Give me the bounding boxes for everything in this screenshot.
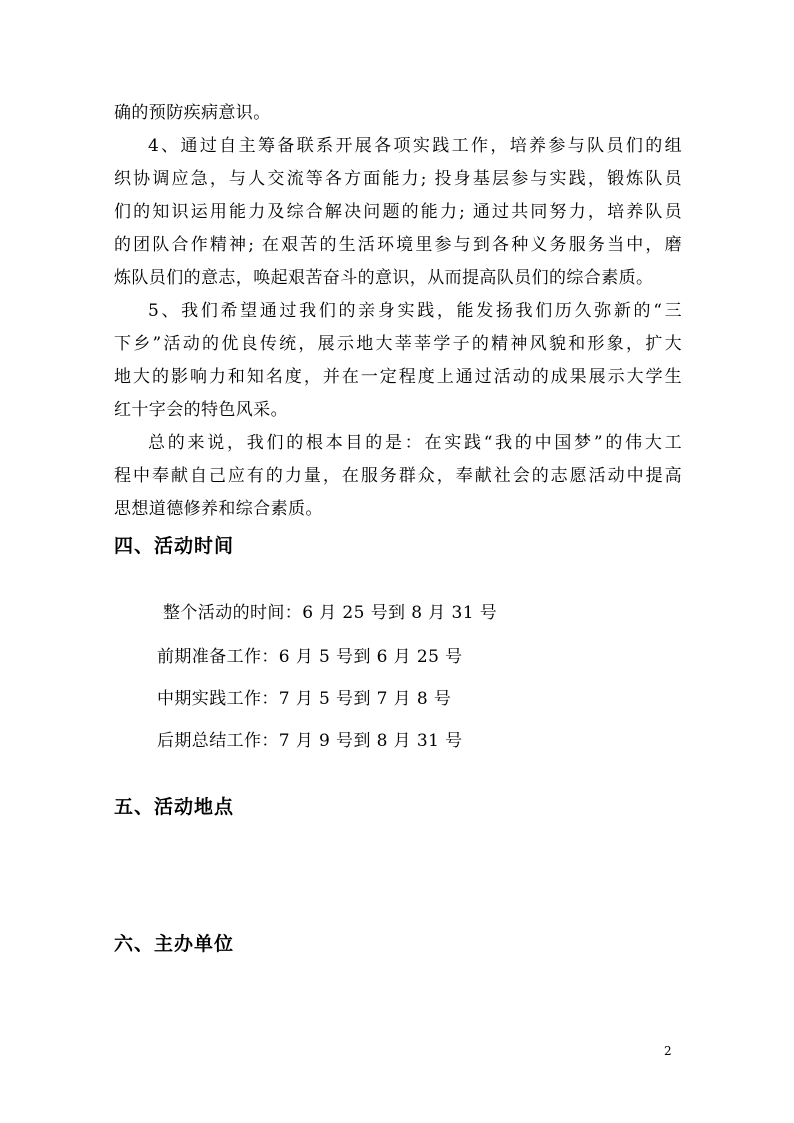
paragraph-item-5 bbox=[114, 295, 682, 427]
paragraph-continuation bbox=[114, 97, 682, 130]
text-line: 5、我们希望通过我们的亲身实践，能发扬我们历久弥新的“三 bbox=[148, 301, 682, 321]
paragraph-item-4 bbox=[114, 130, 682, 295]
text-line: 程中奉献自己应有的力量，在服务群众，奉献社会的志愿活动中提高 bbox=[114, 466, 682, 486]
section-heading-time: 四、活动时间 bbox=[114, 535, 235, 557]
text-line: 们的知识运用能力及综合解决问题的能力; 通过共同努力，培养队员 bbox=[114, 202, 682, 222]
text-line: 的团队合作精神; 在艰苦的生活环境里参与到各种义务服务当中，磨 bbox=[114, 235, 682, 255]
text-line: 炼队员们的意志，唤起艰苦奋斗的意识，从而提高队员们的综合素质。 bbox=[114, 268, 654, 288]
schedule-prep: 前期准备工作：6 月 5 号到 6 月 25 号 bbox=[157, 647, 463, 667]
section-heading-organizer: 六、主办单位 bbox=[114, 933, 235, 955]
schedule-overall: 整个活动的时间：6 月 25 号到 8 月 31 号 bbox=[163, 603, 498, 623]
text-line: 红十字会的特色风采。 bbox=[114, 400, 288, 420]
paragraph-summary bbox=[114, 427, 682, 526]
section-heading-location: 五、活动地点 bbox=[114, 796, 235, 818]
text-line: 思想道德修养和综合素质。 bbox=[114, 499, 323, 519]
text-line: 总的来说，我们的根本目的是：在实践“我的中国梦”的伟大工 bbox=[148, 433, 682, 453]
text-line: 确的预防疾病意识。 bbox=[114, 103, 271, 123]
text-line: 4、通过自主筹备联系开展各项实践工作，培养参与队员们的组 bbox=[148, 136, 682, 156]
text-line: 织协调应急，与人交流等各方面能力; 投身基层参与实践，锻炼队员 bbox=[114, 169, 682, 189]
text-line: 下乡”活动的优良传统，展示地大莘莘学子的精神风貌和形象，扩大 bbox=[114, 334, 682, 354]
page-number: 2 bbox=[664, 1044, 672, 1058]
text-line: 地大的影响力和知名度，并在一定程度上通过活动的成果展示大学生 bbox=[114, 367, 682, 387]
schedule-practice: 中期实践工作：7 月 5 号到 7 月 8 号 bbox=[157, 689, 452, 709]
schedule-summary: 后期总结工作：7 月 9 号到 8 月 31 号 bbox=[157, 731, 463, 751]
